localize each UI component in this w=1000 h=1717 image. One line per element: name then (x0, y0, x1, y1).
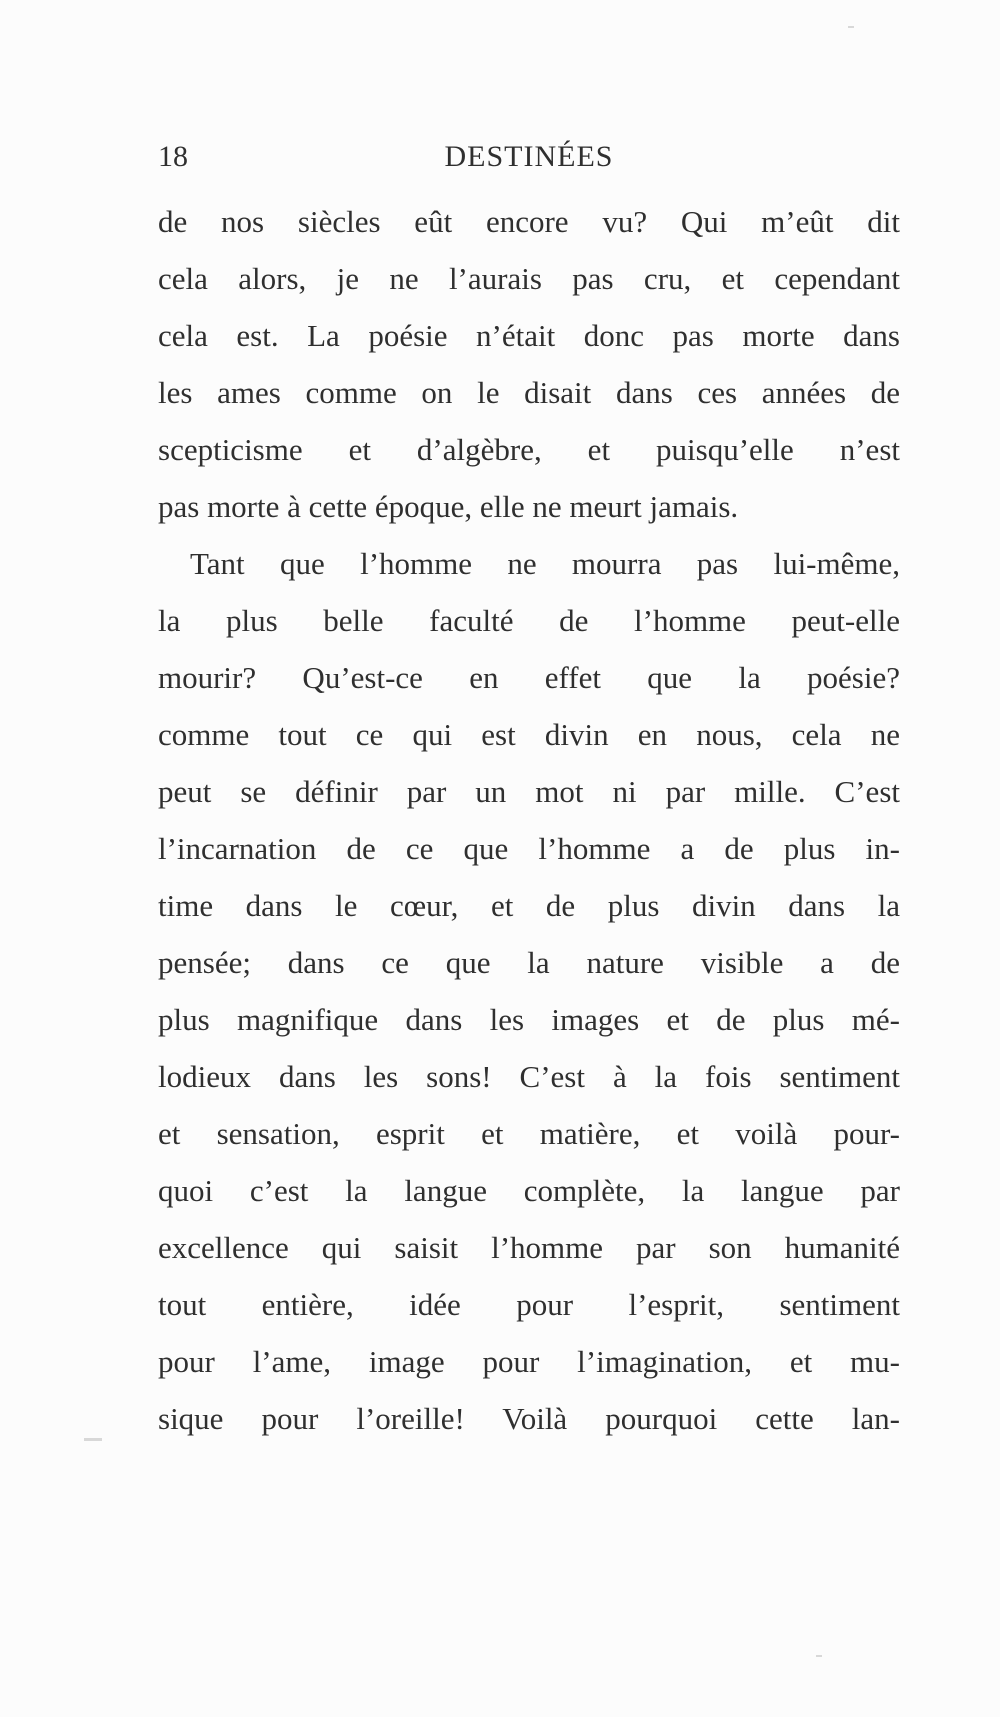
text-line: tout entière, idée pour l’esprit, sentiment (158, 1287, 900, 1322)
text-line: excellence qui saisit l’homme par son humanité (158, 1230, 900, 1265)
text-line: les ames comme on le disait dans ces années de (158, 375, 900, 410)
paper-speck (84, 1438, 102, 1441)
paper-speck (816, 1655, 822, 1657)
running-title: DESTINÉES (444, 140, 614, 173)
text-line: pour l’ame, image pour l’imagination, et mu- (158, 1344, 900, 1379)
text-line: plus magnifique dans les images et de plus mé- (158, 1002, 900, 1037)
text-line: Tant que l’homme ne mourra pas lui-même, (190, 546, 900, 581)
text-line: comme tout ce qui est divin en nous, cela ne (158, 717, 900, 752)
text-line: la plus belle faculté de l’homme peut-elle (158, 603, 900, 638)
text-line: time dans le cœur, et de plus divin dans la (158, 888, 900, 923)
page-number: 18 (158, 140, 188, 173)
text-line: de nos siècles eût encore vu? Qui m’eût dit (158, 204, 900, 239)
text-line: et sensation, esprit et matière, et voilà pour- (158, 1116, 900, 1151)
text-line: quoi c’est la langue complète, la langue par (158, 1173, 900, 1208)
body-text (158, 193, 900, 1447)
text-line: scepticisme et d’algèbre, et puisqu’elle n’est (158, 432, 900, 467)
text-line: l’incarnation de ce que l’homme a de plus in- (158, 831, 900, 866)
text-line: peut se définir par un mot ni par mille. C’est (158, 774, 900, 809)
text-line: cela est. La poésie n’était donc pas morte dans (158, 318, 900, 353)
text-line: cela alors, je ne l’aurais pas cru, et cependant (158, 261, 900, 296)
paper-speck (848, 26, 854, 28)
text-line: lodieux dans les sons! C’est à la fois sentiment (158, 1059, 900, 1094)
text-line: mourir? Qu’est-ce en effet que la poésie? (158, 660, 900, 695)
text-line: pas morte à cette époque, elle ne meurt jamais. (158, 489, 739, 524)
running-head (158, 135, 900, 179)
text-line: sique pour l’oreille! Voilà pourquoi cette lan- (158, 1401, 900, 1436)
text-line: pensée; dans ce que la nature visible a de (158, 945, 900, 980)
